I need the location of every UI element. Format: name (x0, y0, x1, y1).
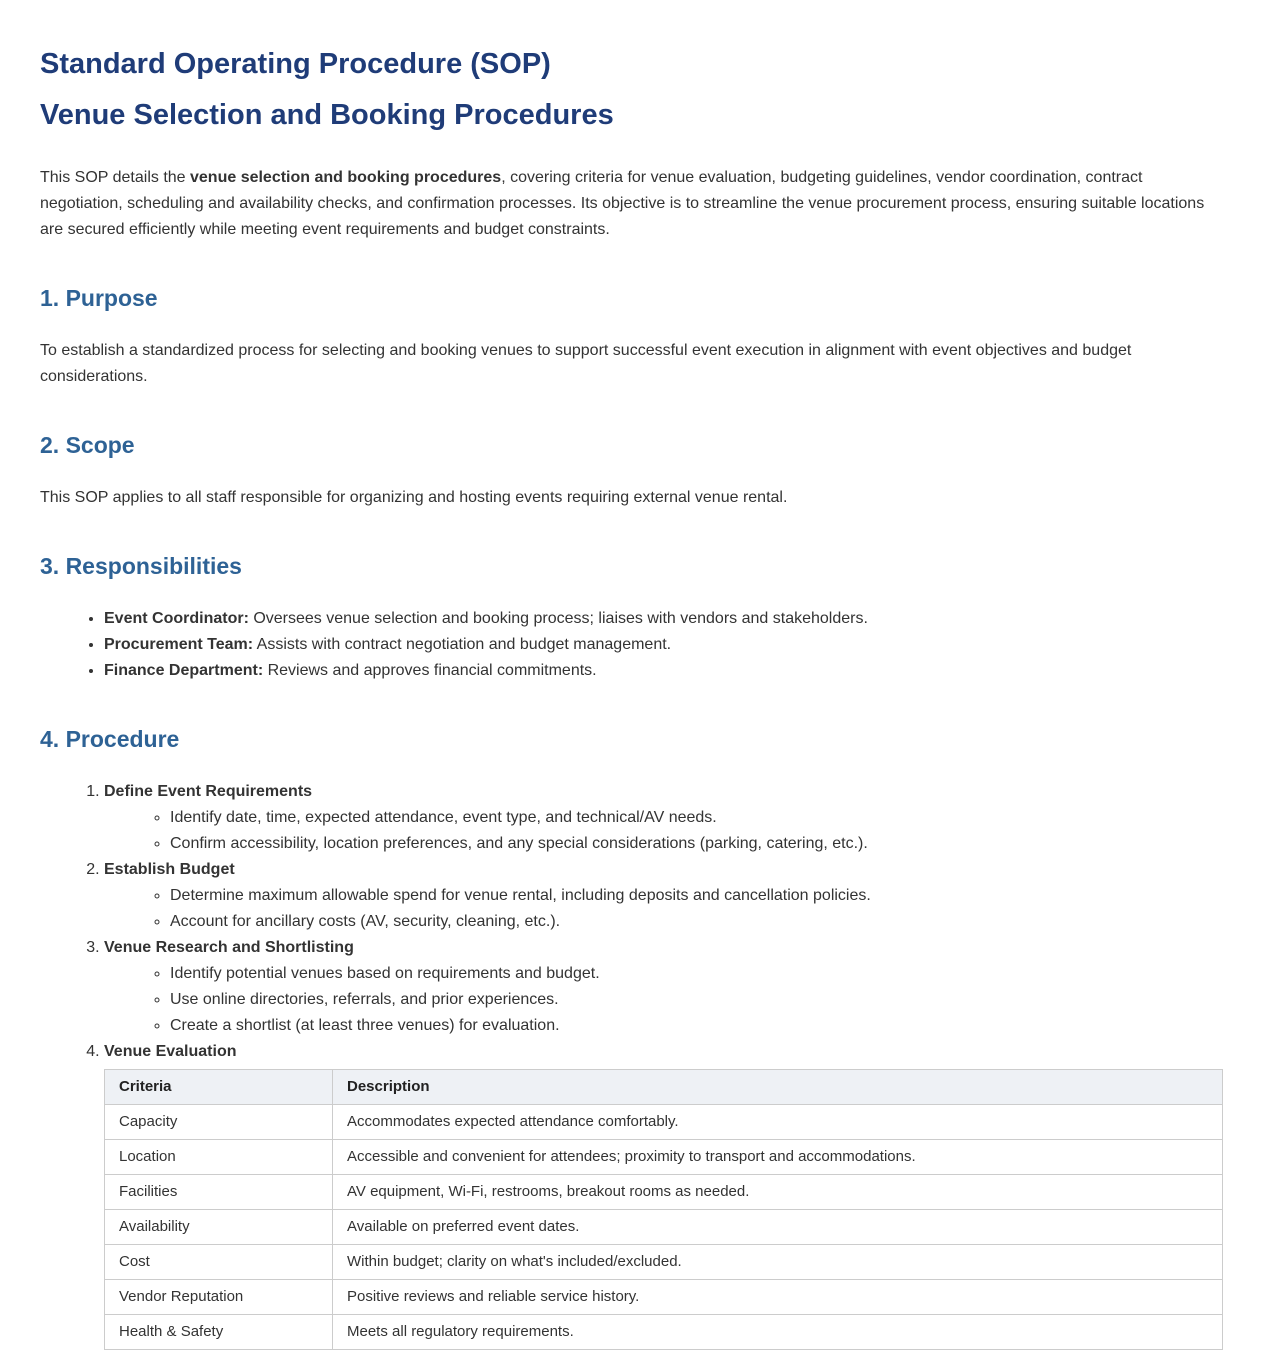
list-item (104, 632, 1223, 658)
list-item: ◦ Account for ancillary costs (AV, security, cleaning, etc.). (170, 909, 1223, 935)
document-title: Standard Operating Procedure (SOP) (40, 48, 551, 80)
table-cell-criteria: Health & Safety (105, 1314, 333, 1349)
table-cell-description: Meets all regulatory requirements. (333, 1314, 1223, 1349)
scope-body: This SOP applies to all staff responsible for organizing and hosting events requiring external venue rental. (40, 488, 788, 506)
procedure-step-title: Venue Evaluation (104, 1042, 237, 1060)
responsibility-desc: Reviews and approves financial commitments. (263, 661, 597, 679)
table-cell-criteria: Facilities (105, 1174, 333, 1209)
list-item (104, 658, 1223, 684)
heading-procedure: 4. Procedure (40, 725, 180, 752)
table-header-cell-description: Description (333, 1069, 1223, 1104)
list-item: ◦ Create a shortlist (at least three venues) for evaluation. (170, 1013, 1223, 1039)
table-row (105, 1139, 1223, 1174)
intro-paragraph (40, 165, 1223, 243)
list-item: ◦ Determine maximum allowable spend for venue rental, including deposits and cancellation policies. (170, 883, 1223, 909)
procedure-step (104, 935, 1223, 1039)
table-row (105, 1209, 1223, 1244)
table-cell-criteria: Location (105, 1139, 333, 1174)
heading-scope: 2. Scope (40, 431, 135, 458)
procedure-step-title: Venue Research and Shortlisting (104, 938, 354, 956)
procedure-substeps (104, 805, 1223, 857)
table-cell-criteria: Vendor Reputation (105, 1279, 333, 1314)
intro-text-bold: venue selection and booking procedures (190, 168, 502, 186)
heading-responsibilities: 3. Responsibilities (40, 552, 242, 579)
responsibility-role: Event Coordinator: (104, 609, 249, 627)
responsibility-desc: Oversees venue selection and booking process; liaises with vendors and stakeholders. (248, 609, 868, 627)
table-row (105, 1174, 1223, 1209)
procedure-step-title: Establish Budget (104, 860, 235, 878)
table-row (105, 1244, 1223, 1279)
responsibility-role: Finance Department: (104, 661, 264, 679)
procedure-substeps (104, 883, 1223, 935)
responsibilities-list (40, 606, 1223, 684)
list-item: ◦ Confirm accessibility, location preferences, and any special considerations (parking, catering, etc.). (170, 831, 1223, 857)
document-subtitle: Venue Selection and Booking Procedures (40, 99, 614, 132)
table-row (105, 1104, 1223, 1139)
table-cell-criteria: Availability (105, 1209, 333, 1244)
procedure-step (104, 857, 1223, 935)
procedure-step (104, 779, 1223, 857)
responsibility-role: Procurement Team: (104, 635, 254, 653)
intro-text-post: , covering criteria for venue evaluation, budgeting guidelines, vendor coordination, contract negotiation, scheduling and availability checks, and confirmation processes. Its objective is to streamline the venue procurement process, ensuring suitable locations are secured efficiently while meeting event requirements and budget constraints. (40, 168, 1205, 238)
heading-purpose: 1. Purpose (40, 284, 158, 311)
procedure-step-title: Define Event Requirements (104, 782, 313, 800)
list-item: ◦ Identify potential venues based on requirements and budget. (170, 961, 1223, 987)
table-row (105, 1279, 1223, 1314)
purpose-body: To establish a standardized process for selecting and booking venues to support successful event execution in alignment with event objectives and budget considerations. (40, 341, 1132, 385)
table-cell-description: Accommodates expected attendance comfortably. (333, 1104, 1223, 1139)
table-cell-description: Positive reviews and reliable service history. (333, 1279, 1223, 1314)
table-header-row (105, 1069, 1223, 1104)
table-row (105, 1314, 1223, 1349)
table-cell-criteria: Cost (105, 1244, 333, 1279)
table-cell-description: Accessible and convenient for attendees; proximity to transport and accommodations. (333, 1139, 1223, 1174)
table-cell-description: Available on preferred event dates. (333, 1209, 1223, 1244)
responsibility-desc: Assists with contract negotiation and budget management. (253, 635, 672, 653)
procedure-list (40, 779, 1223, 1350)
procedure-substeps (104, 961, 1223, 1039)
intro-text-pre: This SOP details the (40, 168, 190, 186)
table-header-cell-criteria: Criteria (105, 1069, 333, 1104)
venue-evaluation-table (104, 1069, 1223, 1350)
procedure-step (104, 1039, 1223, 1350)
list-item: ◦ Use online directories, referrals, and prior experiences. (170, 987, 1223, 1013)
list-item (104, 606, 1223, 632)
table-cell-description: Within budget; clarity on what's included/excluded. (333, 1244, 1223, 1279)
list-item: ◦ Identify date, time, expected attendance, event type, and technical/AV needs. (170, 805, 1223, 831)
table-cell-description: AV equipment, Wi-Fi, restrooms, breakout rooms as needed. (333, 1174, 1223, 1209)
table-cell-criteria: Capacity (105, 1104, 333, 1139)
